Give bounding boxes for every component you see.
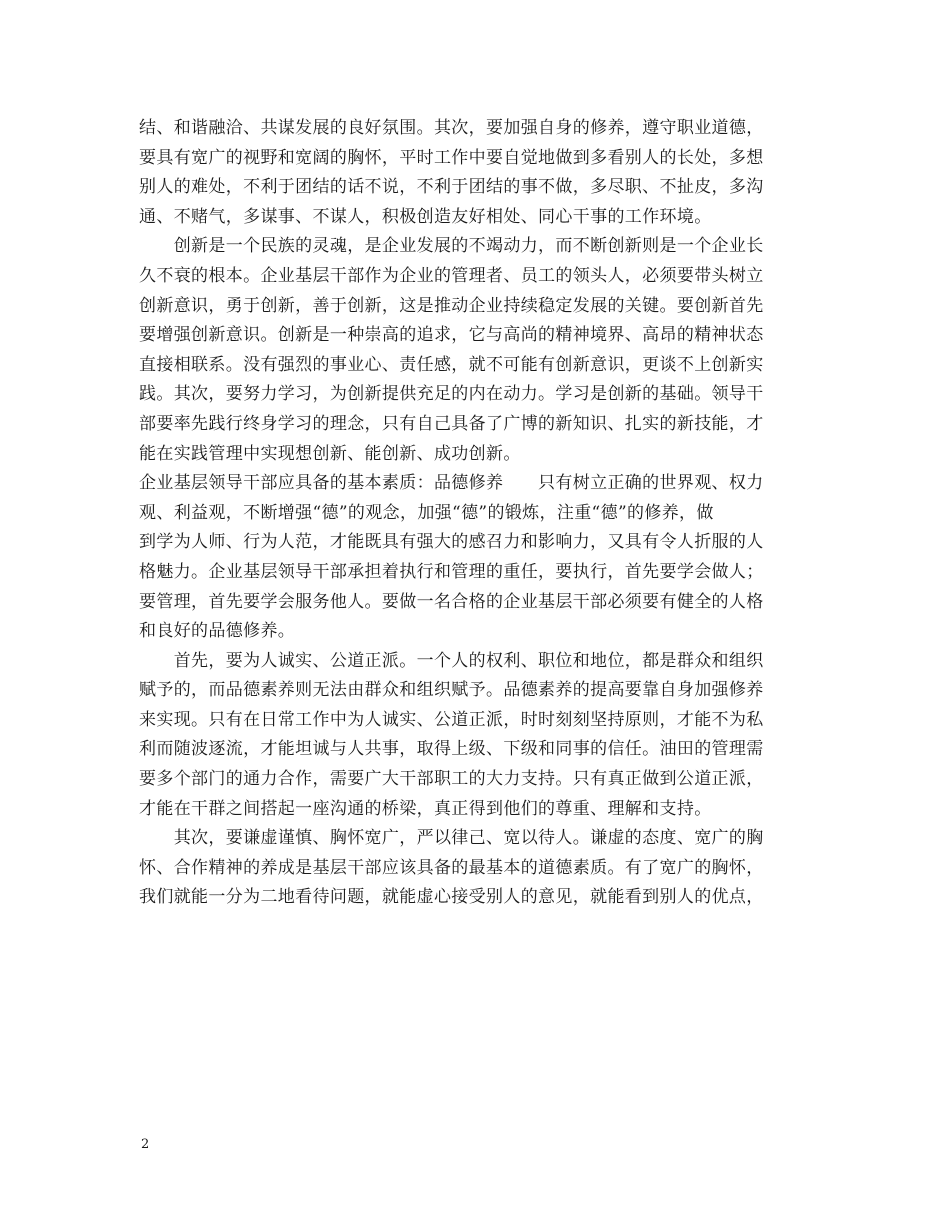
text-line: 才能在干群之间搭起一座沟通的桥梁，真正得到他们的尊重、理解和支持。 <box>139 798 712 819</box>
text-line: 格魅力。企业基层领导干部承担着执行和管理的重任，要执行，首先要学会做人； <box>139 561 764 582</box>
text-line: 要具有宽广的视野和宽阔的胸怀，平时工作中要自觉地做到多看别人的长处，多想 <box>139 147 764 168</box>
document-body <box>139 114 811 913</box>
text-line: 别人的难处，不利于团结的话不说，不利于团结的事不做，多尽职、不扯皮，多沟 <box>139 177 764 198</box>
text-line: 能在实践管理中实现想创新、能创新、成功创新。 <box>139 443 521 464</box>
text-line: 创新意识，勇于创新，善于创新，这是推动企业持续稳定发展的关键。要创新首先 <box>139 295 764 316</box>
text-line: 到学为人师、行为人范，才能既具有强大的感召力和影响力，又具有令人折服的人 <box>139 532 764 553</box>
text-line: 久不衰的根本。企业基层干部作为企业的管理者、员工的领头人，必须要带头树立 <box>139 265 764 286</box>
text-line: 来实现。只有在日常工作中为人诚实、公道正派，时时刻刻坚持原则，才能不为私 <box>139 709 764 730</box>
text-line: 要增强创新意识。创新是一种崇高的追求，它与高尚的精神境界、高昂的精神状态 <box>139 325 764 346</box>
text-line: 首先，要为人诚实、公道正派。一个人的权利、职位和地位，都是群众和组织 <box>139 650 764 671</box>
text-line: 其次，要谦虚谨慎、胸怀宽广，严以律己、宽以待人。谦虚的态度、宽广的胸 <box>139 828 764 849</box>
text-line: 结、和谐融洽、共谋发展的良好氛围。其次，要加强自身的修养，遵守职业道德， <box>139 118 764 138</box>
text-line: 赋予的，而品德素养则无法由群众和组织赋予。品德素养的提高要靠自身加强修养 <box>139 680 764 701</box>
text-line: 直接相联系。没有强烈的事业心、责任感，就不可能有创新意识，更谈不上创新实 <box>139 354 764 375</box>
text-line: 利而随波逐流，才能坦诚与人共事，取得上级、下级和同事的信任。油田的管理需 <box>139 739 764 760</box>
page-number: 2 <box>141 1137 150 1152</box>
text-line: 创新是一个民族的灵魂，是企业发展的不竭动力，而不断创新则是一个企业长 <box>139 236 764 257</box>
text-line: 观、利益观，不断增强“德”的观念，加强“德”的锻炼，注重“德”的修养，做 <box>139 502 714 523</box>
text-line: 我们就能一分为二地看待问题，就能虚心接受别人的意见，就能看到别人的优点， <box>139 887 764 908</box>
text-line: 通、不赌气，多谋事、不谋人，积极创造友好相处、同心干事的工作环境。 <box>139 206 712 227</box>
text-line: 和良好的品德修养。 <box>139 621 296 642</box>
text-line: 要多个部门的通力合作，需要广大干部职工的大力支持。只有真正做到公道正派， <box>139 769 764 790</box>
text-line: 怀、合作精神的养成是基层干部应该具备的最基本的道德素质。有了宽广的胸怀， <box>139 857 764 878</box>
text-line: 部要率先践行终身学习的理念，只有自己具备了广博的新知识、扎实的新技能，才 <box>139 413 764 434</box>
text-line: 践。其次，要努力学习，为创新提供充足的内在动力。学习是创新的基础。领导干 <box>139 384 764 405</box>
section-heading-line: 企业基层领导干部应具备的基本素质：品德修养 只有树立正确的世界观、权力 <box>139 473 764 494</box>
text-line: 要管理，首先要学会服务他人。要做一名合格的企业基层干部必须要有健全的人格 <box>139 591 764 612</box>
